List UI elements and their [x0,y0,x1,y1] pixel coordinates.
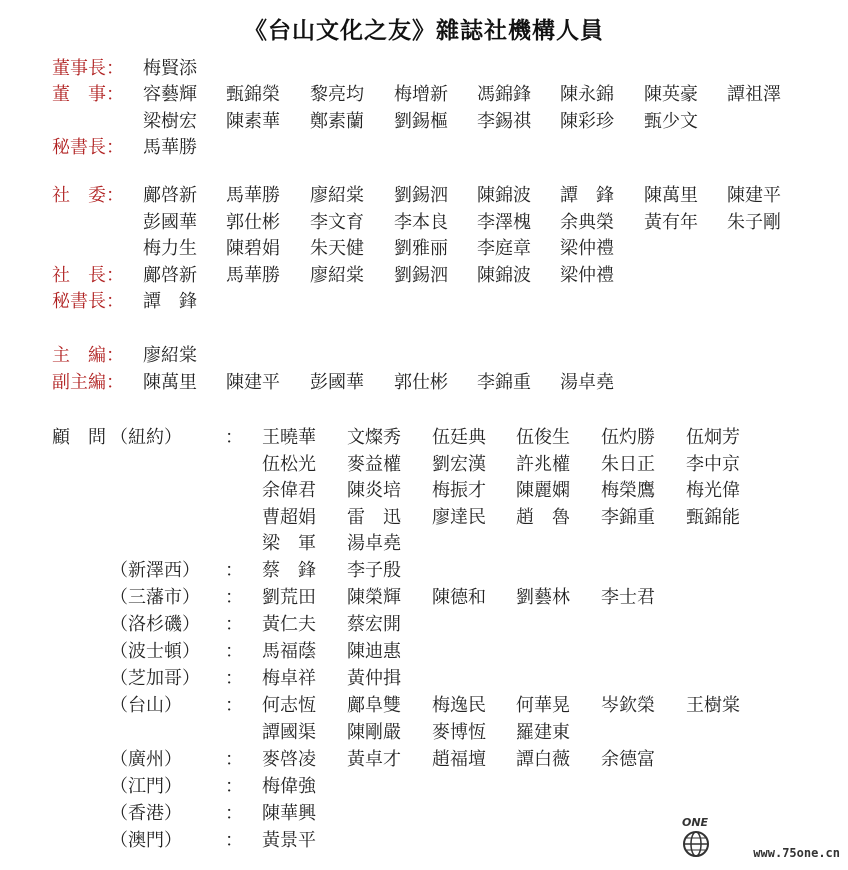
member-name: 廖紹棠 [310,265,364,286]
roster-row [0,56,848,82]
member-name: 郭仕彬 [226,211,280,233]
advisor-name: 李士君 [601,587,655,608]
advisor-row [0,747,848,773]
member-name: 李庭章 [477,238,531,259]
advisor-name: 羅建東 [516,721,570,743]
member-name: 劉雅丽 [394,238,448,259]
advisor-name: 王曉華 [262,427,316,448]
roster-row [0,109,848,135]
advisor-row [0,612,848,638]
colon-separator: ： [225,641,243,662]
member-name: 黎亮均 [310,84,364,105]
advisor-row [0,585,848,611]
member-name: 李澤槐 [477,211,531,233]
member-name: 譚 鋒 [143,291,197,312]
member-name: 梅賢添 [143,58,197,79]
advisor-name: 黃景平 [262,829,316,851]
advisor-name: 王樹棠 [686,695,740,716]
member-name: 陳素華 [226,110,280,132]
advisor-name: 李中京 [686,453,740,475]
roster-row [0,210,848,236]
advisor-name: 蔡 鋒 [262,560,316,581]
member-name: 梁仲禮 [560,265,614,286]
member-name: 李錦重 [477,372,531,393]
advisor-name: 鄺阜雙 [347,695,401,716]
member-name: 鄭素蘭 [310,110,364,132]
member-name: 郭仕彬 [394,372,448,393]
member-name: 陳永錦 [560,84,614,105]
colon-separator: ： [225,587,243,608]
advisor-name: 伍松光 [262,453,316,475]
watermark [680,816,840,864]
member-name: 馬華勝 [226,185,280,206]
advisor-name: 伍炯芳 [686,427,740,448]
advisor-name: 李錦重 [601,506,655,528]
colon-separator: ： [225,427,243,448]
advisor-name: 陳炎培 [347,480,401,501]
advisor-name: 許兆權 [516,453,570,475]
member-name: 陳萬里 [143,372,197,393]
advisor-name: 劉藝林 [516,587,570,608]
member-name: 陳彩珍 [560,110,614,132]
advisor-row [0,505,848,531]
colon-separator: ： [225,775,243,797]
watermark-url: www.75one.cn [753,846,840,860]
advisor-name: 梅卓祥 [262,668,316,689]
role-label: 社 長： [52,265,124,286]
advisor-name: 趙福壇 [432,748,486,770]
member-name: 容藝輝 [143,84,197,105]
advisor-row [0,558,848,584]
advisor-name: 何華晃 [516,695,570,716]
member-name: 朱天健 [310,238,364,259]
advisor-name: 麥博恆 [432,721,486,743]
advisor-name: 陳迪惠 [347,641,401,662]
advisor-name: 陳榮輝 [347,587,401,608]
advisor-name: 黃仁夫 [262,614,316,635]
advisor-name: 蔡宏開 [347,614,401,635]
member-name: 陳建平 [226,372,280,393]
region-label: （三藩市） [110,587,200,608]
member-name: 馬華勝 [143,137,197,158]
advisor-name: 梅振才 [432,480,486,501]
member-name: 梅增新 [394,84,448,105]
colon-separator: ： [225,560,243,581]
member-name: 鄺啓新 [143,265,197,286]
member-name: 馮錦鋒 [477,84,531,105]
member-name: 鄺啓新 [143,185,197,206]
member-name: 梁樹宏 [143,110,197,132]
advisor-name: 譚白薇 [516,748,570,770]
member-name: 朱子剛 [727,211,781,233]
advisor-row [0,666,848,692]
advisor-name: 甄錦能 [686,506,740,528]
advisor-row [0,720,848,746]
roster-row [0,289,848,315]
role-label: 秘書長： [52,137,124,158]
advisor-name: 文燦秀 [347,427,401,448]
colon-separator: ： [225,668,243,689]
advisor-name: 伍俊生 [516,427,570,448]
member-name: 陳碧娟 [226,238,280,259]
advisor-label: 顧 問 [52,427,106,448]
advisor-name: 梅逸民 [432,695,486,716]
member-name: 譚祖澤 [727,84,781,105]
region-label: （廣州） [110,748,182,770]
roster-row [0,135,848,161]
advisor-name: 雷 迅 [347,506,401,528]
member-name: 劉錫泗 [394,265,448,286]
member-name: 湯卓堯 [560,372,614,393]
region-label: （澳門） [110,829,182,851]
member-name: 甄錦榮 [226,84,280,105]
role-label: 主 編： [52,345,124,366]
colon-separator: ： [225,829,243,851]
advisor-name: 劉宏漢 [432,453,486,475]
advisor-name: 黃卓才 [347,748,401,770]
region-label: （洛杉磯） [110,614,200,635]
roster-row [0,343,848,369]
colon-separator: ： [225,695,243,716]
member-name: 李錫祺 [477,110,531,132]
role-label: 社 委： [52,185,124,206]
role-label: 副主編： [52,372,124,393]
globe-icon [680,826,712,858]
roster-row [0,183,848,209]
member-name: 劉錫樞 [394,110,448,132]
advisor-row [0,639,848,665]
region-label: （台山） [110,695,182,716]
advisor-name: 譚國渠 [262,721,316,743]
advisor-name: 湯卓堯 [347,533,401,554]
advisor-name: 李子殷 [347,560,401,581]
member-name: 劉錫泗 [394,185,448,206]
region-label: （紐約） [110,427,182,448]
advisor-row [0,452,848,478]
advisor-name: 余德富 [601,748,655,770]
advisor-name: 伍廷典 [432,427,486,448]
region-label: （波士頓） [110,641,200,662]
region-label: （新澤西） [110,560,200,581]
region-label: （香港） [110,802,182,824]
advisor-name: 廖達民 [432,506,486,528]
advisor-row [0,531,848,557]
advisor-name: 梅偉強 [262,775,316,797]
member-name: 廖紹棠 [310,185,364,206]
member-name: 廖紹棠 [143,345,197,366]
advisor-name: 朱日正 [601,453,655,475]
member-name: 李本良 [394,211,448,233]
roster-row [0,236,848,262]
advisor-name: 麥啓凌 [262,748,316,770]
member-name: 陳建平 [727,185,781,206]
roster-row [0,263,848,289]
member-name: 陳英豪 [644,84,698,105]
region-label: （江門） [110,775,182,797]
advisor-name: 趙 魯 [516,506,570,528]
advisor-name: 黃仲揖 [347,668,401,689]
member-name: 陳萬里 [644,185,698,206]
member-name: 陳錦波 [477,265,531,286]
region-label: （芝加哥） [110,668,200,689]
member-name: 彭國華 [143,211,197,233]
advisor-row [0,425,848,451]
member-name: 梁仲禮 [560,238,614,259]
advisor-row [0,693,848,719]
member-name: 余典榮 [560,211,614,233]
advisor-name: 岑欽榮 [601,695,655,716]
member-name: 甄少文 [644,110,698,132]
roster-row [0,370,848,396]
role-label: 秘書長： [52,291,124,312]
advisor-name: 陳德和 [432,587,486,608]
role-label: 董事長： [52,58,124,79]
advisor-name: 麥益權 [347,453,401,475]
member-name: 黃有年 [644,211,698,233]
member-name: 梅力生 [143,238,197,259]
advisor-name: 陳剛嚴 [347,721,401,743]
advisor-name: 何志恆 [262,695,316,716]
page-title: 《台山文化之友》雜誌社機構人員 [244,18,604,44]
advisor-name: 梁 軍 [262,533,316,554]
role-label: 董 事： [52,84,124,105]
advisor-name: 伍灼勝 [601,427,655,448]
member-name: 李文育 [310,211,364,233]
advisor-name: 陳華興 [262,802,316,824]
advisor-row [0,801,848,827]
roster-row [0,82,848,108]
member-name: 馬華勝 [226,265,280,286]
watermark-brand: ONE [682,816,709,829]
colon-separator: ： [225,802,243,824]
member-name: 彭國華 [310,372,364,393]
advisor-row [0,478,848,504]
colon-separator: ： [225,748,243,770]
advisor-name: 曹超娟 [262,506,316,528]
colon-separator: ： [225,614,243,635]
advisor-name: 梅光偉 [686,480,740,501]
advisor-name: 劉荒田 [262,587,316,608]
advisor-name: 余偉君 [262,480,316,501]
advisor-name: 馬福蔭 [262,641,316,662]
advisor-name: 梅榮鷹 [601,480,655,501]
member-name: 陳錦波 [477,185,531,206]
member-name: 譚 鋒 [560,185,614,206]
advisor-row [0,774,848,800]
advisor-name: 陳麗嫻 [516,480,570,501]
